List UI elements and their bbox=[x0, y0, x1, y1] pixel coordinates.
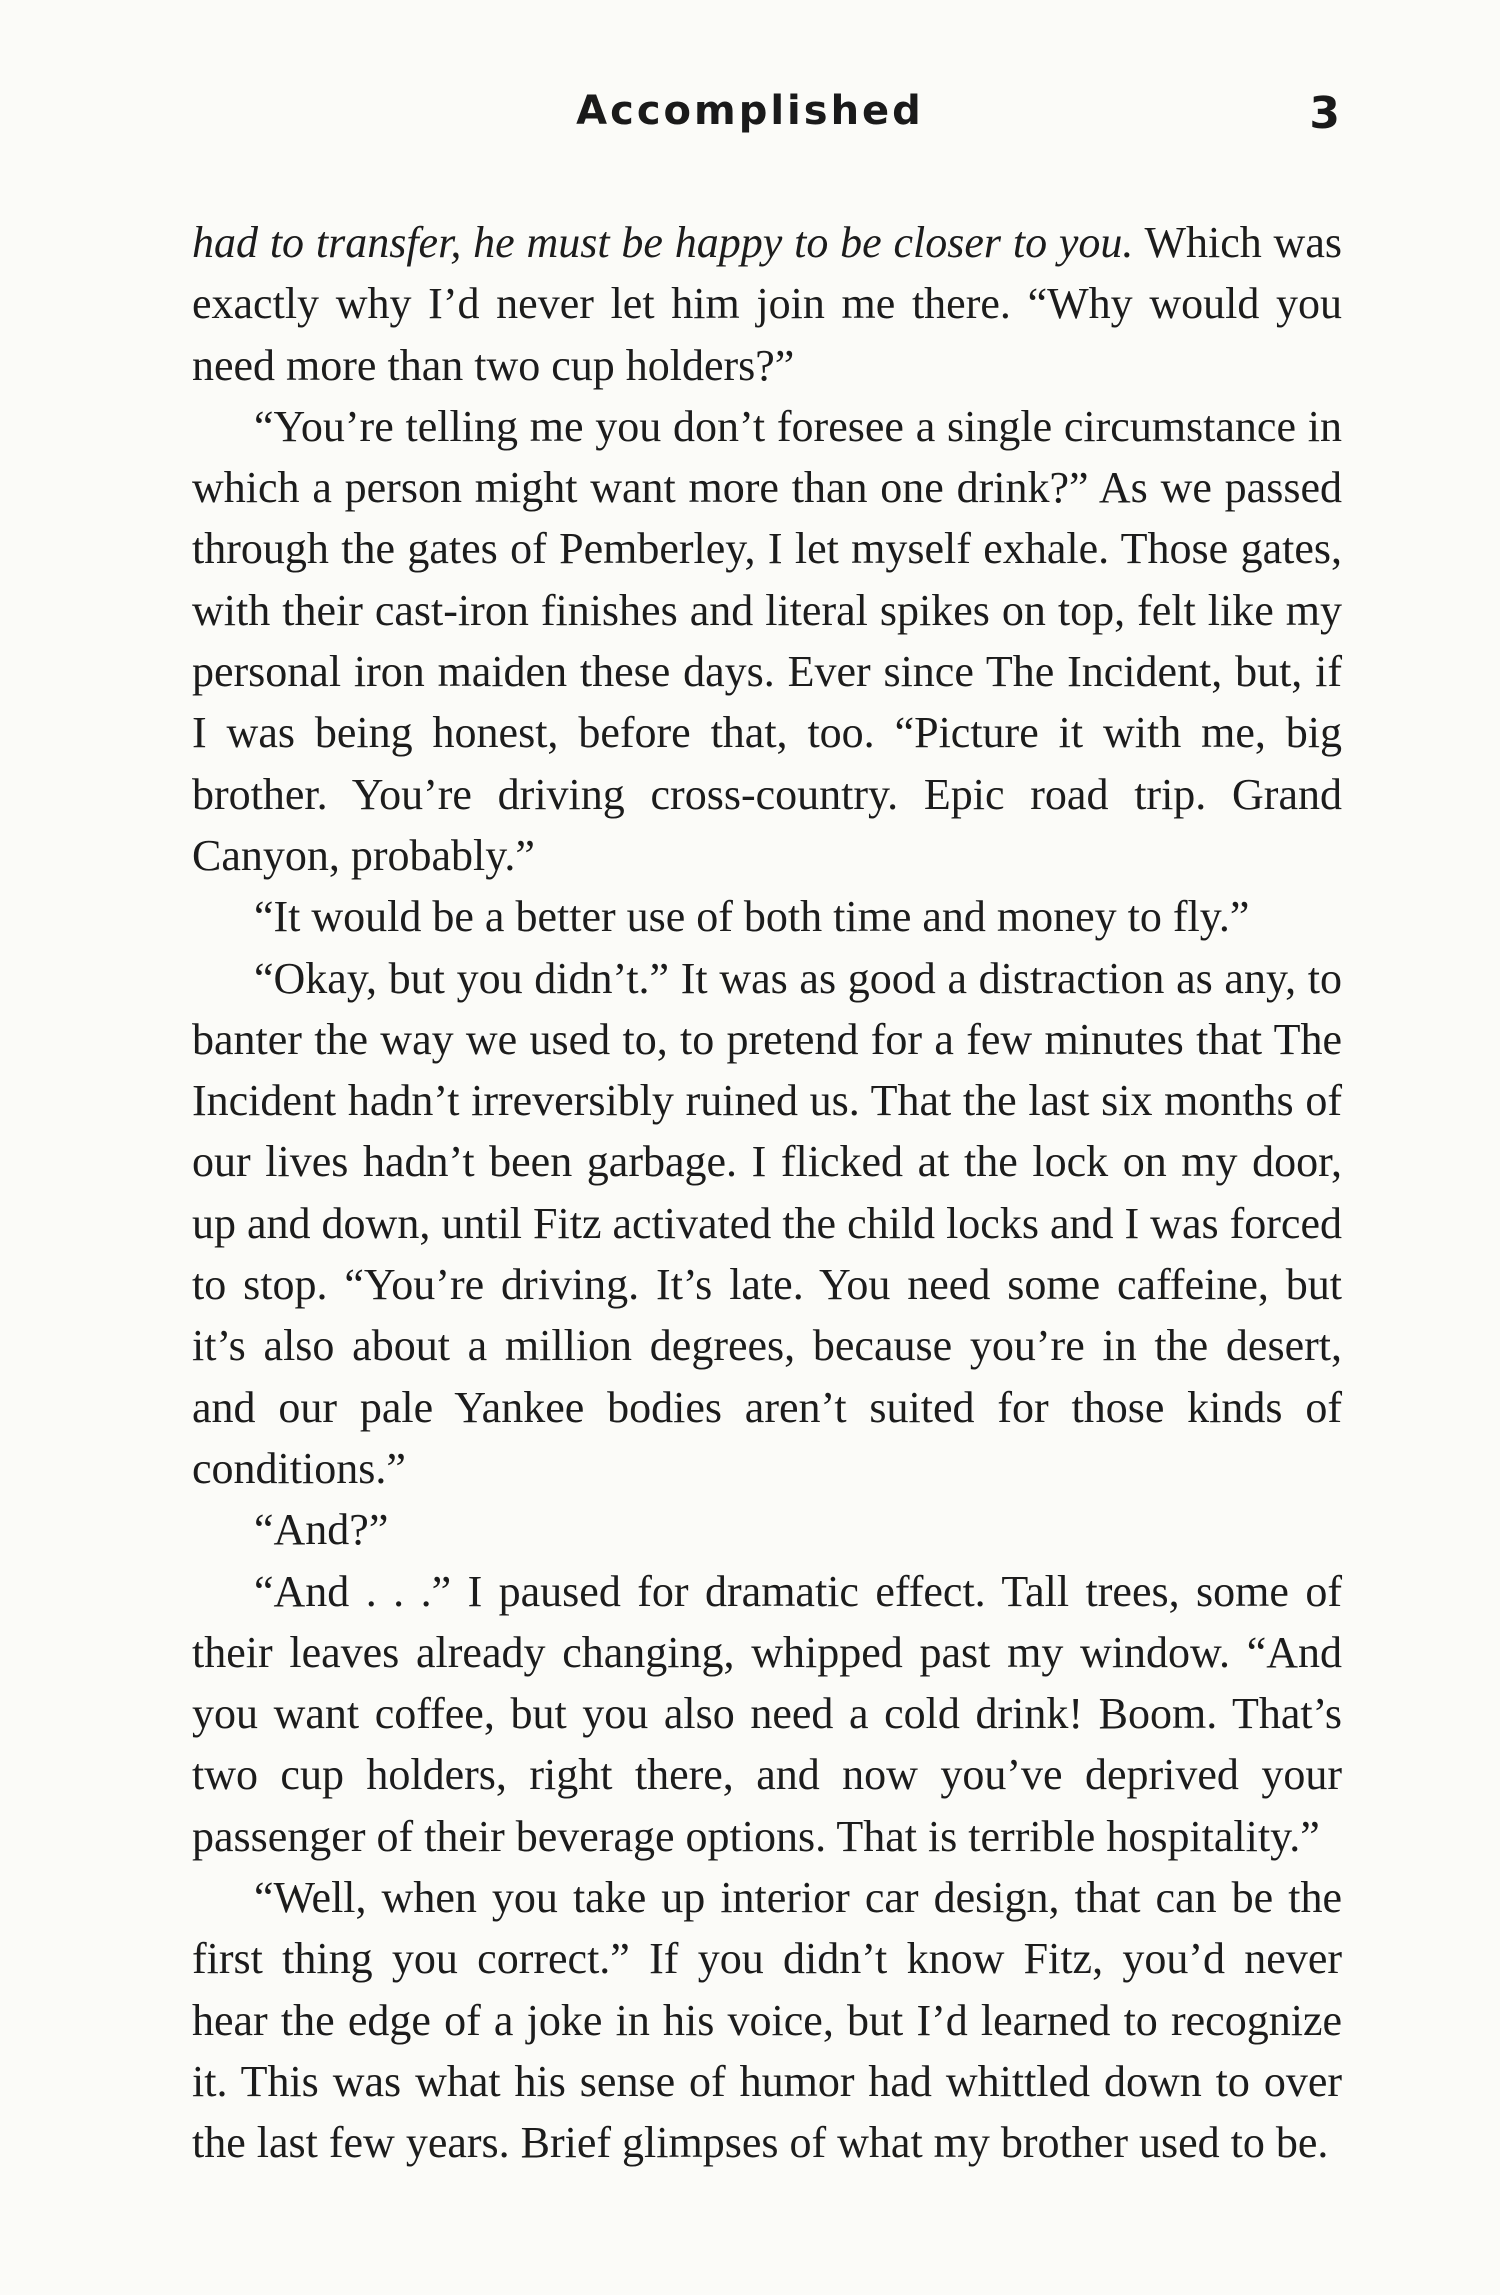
paragraph-text: Which was exactly why I’d never let him join me there. “Why would you need more than two cup holders?” bbox=[192, 218, 1342, 390]
paragraph: “You’re telling me you don’t foresee a single circumstance in which a person might want more than one drink?” As we passed through the gates of Pemberley, I let myself exhale. Those gates, with their cast-iron finishes and literal spikes on top, felt like my personal iron maiden these days. Ever since The Incident, but, if I was being honest, before that, too. “Picture it with me, big brother. You’re driving cross-country. Epic road trip. Grand Canyon, probably.” bbox=[192, 401, 1342, 880]
paragraph: “And . . .” I paused for dramatic effect. Tall trees, some of their leaves already changing, whipped past my window. “And you want coffee, but you also need a cold drink! Boom. That’s two cup holders, right there, and now you’ve deprived your passenger of their beverage options. That is terrible hospitality.” bbox=[192, 1566, 1342, 1861]
paragraph: “It would be a better use of both time and money to fly.” bbox=[254, 892, 1250, 942]
body-text bbox=[192, 212, 1342, 2174]
paragraph: “And?” bbox=[254, 1505, 389, 1555]
running-title: Accomplished bbox=[576, 88, 924, 134]
paragraph: “Okay, but you didn’t.” It was as good a distraction as any, to banter the way we used to, to pretend for a few minutes that The Incident hadn’t irreversibly ruined us. That the last six months of our lives hadn’t been garbage. I flicked at the lock on my door, up and down, until Fitz activated the child locks and I was forced to stop. “You’re driving. It’s late. You need some caffeine, but it’s also about a million degrees, because you’re in the desert, and our pale Yankee bodies aren’t suited for those kinds of conditions.” bbox=[192, 953, 1342, 1493]
page-number: 3 bbox=[1309, 88, 1340, 139]
paragraph-italic-lead: had to transfer, he must be happy to be closer to you. bbox=[192, 218, 1134, 267]
paragraph: “Well, when you take up interior car design, that can be the first thing you correct.” If you didn’t know Fitz, you’d never hear the edge of a joke in his voice, but I’d learned to recognize it. This was what his sense of humor had whittled down to over the last few years. Brief glimpses of what my brother used to be. bbox=[192, 1873, 1342, 2168]
running-head bbox=[0, 88, 1500, 148]
paragraph bbox=[192, 212, 1342, 396]
